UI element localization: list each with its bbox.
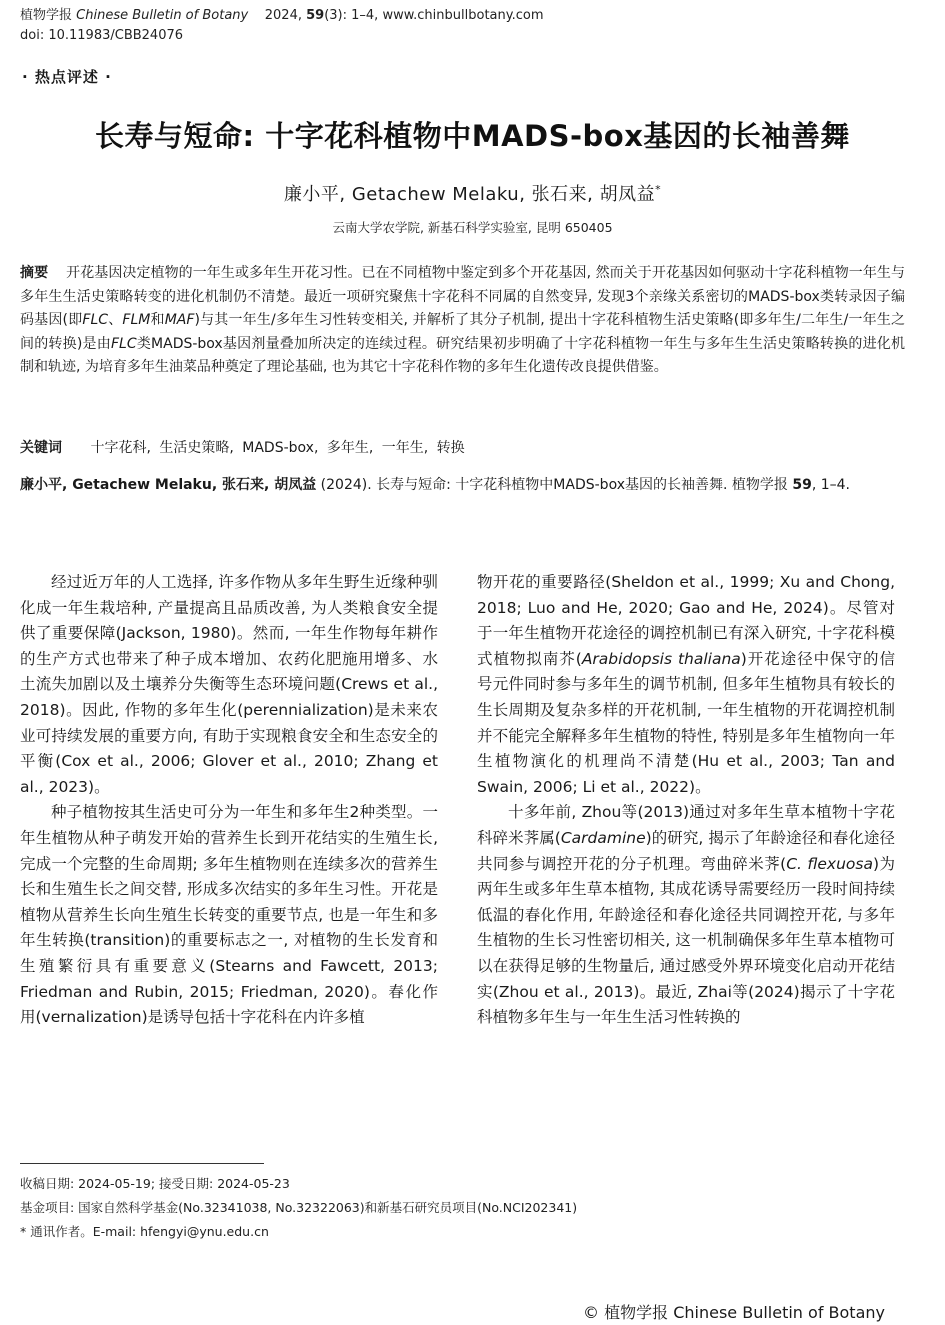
journal-name-cn: 植物学报 — [20, 8, 73, 23]
abstract-sep-2: 和 — [150, 312, 165, 328]
citation-authors: 廉小平, Getachew Melaku, 张石来, 胡凤益 — [20, 477, 317, 493]
abstract-text-1: 开花基因决定植物的一年生或多年生开花习性。已在不同植物中鉴定到多个开花基因, 然而关于开花基因如何驱动十字花科植物一年生与多年生生活史策略转变的进化机制仍不清楚。最近一项研究聚焦十字花科不同属的自然变异, 发现3个亲缘关系密切的MADS-box类转录因子编码基因(即 — [20, 265, 905, 328]
journal-header — [20, 6, 544, 46]
keywords — [20, 437, 905, 459]
footnotes — [20, 1172, 577, 1244]
abstract-text-2: )与其一年生/多年生习性转变相关, 并解析了其分子机制, 提出十字花科植物生活史策略(即多年生/二年生/一年生之间的转换)是由 — [20, 312, 906, 352]
keyword: 多年生, — [326, 440, 374, 456]
journal-issue-pages: (3): 1–4, — [324, 8, 379, 23]
corresponding-mark: * — [655, 183, 662, 196]
funding: 基金项目: 国家自然科学基金(No.32341038, No.32322063)和新基石研究员项目(No.NCI202341) — [20, 1200, 578, 1215]
abstract-text-3: 类MADS-box基因剂量叠加所决定的连续过程。研究结果初步明确了十字花科植物一年生与多年生生活史策略转换的进化机制和轨迹, 为培育多年生油菜品种奠定了理论基础, 也为其它十字花科作物的多年生化遗传改良提供借鉴。 — [20, 335, 905, 375]
section-tag: · 热点评述 · — [22, 68, 112, 86]
keyword: 转换 — [436, 440, 465, 456]
keywords-label: 关键词 — [20, 440, 62, 456]
body-text: 十多年前, Zhou等(2013)通过对多年生草本植物十字花科碎米荠属( — [477, 803, 895, 847]
affiliation: 云南大学农学院, 新基石科学实验室, 昆明 650405 — [332, 220, 613, 235]
keyword: 生活史策略, — [159, 440, 234, 456]
genus-name: Cardamine — [560, 828, 646, 847]
body-text: )的研究, 揭示了年龄途径和春化途径共同参与调控开花的分子机理。弯曲碎米荠( — [477, 828, 895, 873]
citation-pages: , 1–4. — [811, 477, 850, 493]
corresponding-author[interactable]: * 通讯作者。E-mail: hfengyi@ynu.edu.cn — [20, 1224, 269, 1239]
abstract-sep-1: 、 — [108, 312, 123, 328]
abstract — [20, 262, 905, 380]
body-paragraph: 种子植物按其生活史可分为一年生和多年生2种类型。一年生植物从种子萌发开始的营养生长到开花结实的生殖生长, 完成一个完整的生命周期; 多年生植物则在连续多次的营养生长和生殖生长之间交替, 形成多次结实的多年生习性。开花是植物从营养生长向生殖生长转变的重要节点, 也是一年生和多年生转换(transition)的重要标志之一, 对植物的生长发育和生殖繁衍具有重要意义(Stearns and Fawcett, 2013; Friedman and Rubin, 2015; Friedman, 2020)。春化作用(vernalization)是诱导包括十字花科在内许多植 — [20, 803, 438, 1027]
journal-year: 2024, — [264, 8, 302, 23]
body-column-left — [20, 570, 438, 1031]
body-text: )开花途径中保守的信号元件同时参与多年生的调节机制, 但多年生植物具有较长的生长周期及复杂多样的开花机制, 一年生植物的开花调控机制并不能完全解释多年生植物的特性, 特别是多年生植物向一年生植物演化的机理尚不清楚(Hu et al., 2003; Tan and Swain, 2006; Li et al., 2022)。 — [477, 649, 895, 796]
footnote-divider — [20, 1163, 264, 1164]
journal-name-en: Chinese Bulletin of Botany — [76, 8, 249, 23]
body-text: 物开花的重要路径(Sheldon et al., 1999; Xu and Chong, 2018; Luo and He, 2020; Gao and He, 2024)。尽管对于一年生植物开花途径的调控机制已有深入研究, 十字花科模式植物拟南芥( — [477, 573, 895, 668]
body-paragraph — [477, 800, 895, 1030]
keyword: 十字花科, — [90, 440, 151, 456]
gene-flm: FLM — [122, 312, 151, 328]
gene-flc-2: FLC — [110, 335, 137, 352]
citation — [20, 473, 905, 498]
body-text: )为两年生或多年生草本植物, 其成花诱导需要经历一段时间持续低温的春化作用, 年龄途径和春化途径共同调控开花, 与多年生植物的生长习性密切相关, 这一机制确保多年生草本植物可以在获得足够的生物量后, 通过感受外界环境变化启动开花结实(Zhou et al., 2013)。最近, Zhai等(2024)揭示了十字花科植物多年生与一年生生活习性转换的 — [477, 854, 895, 1027]
gene-maf: MAF — [164, 312, 195, 328]
abstract-label: 摘要 — [20, 265, 49, 281]
gene-flc: FLC — [82, 312, 109, 328]
keyword: 一年生, — [381, 440, 429, 456]
citation-text: (2024). 长寿与短命: 十字花科植物中MADS-box基因的长袖善舞. 植物学报 — [316, 477, 793, 493]
species-name: C. flexuosa — [786, 854, 873, 873]
citation-volume: 59 — [792, 477, 812, 493]
body-paragraph: 经过近万年的人工选择, 许多作物从多年生野生近缘种驯化成一年生栽培种, 产量提高且品质改善, 为人类粮食安全提供了重要保障(Jackson, 1980)。然而, 一年生作物每年耕作的生产方式也带来了种子成本增加、农药化肥施用增多、水土流失加剧以及土壤养分失衡等生态环境问题(Crews et al., 2018)。因此, 作物的多年生化(perennialization)是未来农业可持续发展的重要方向, 有助于实现粮食安全和生态安全的平衡(Cox et al., 2006; Glover et al., 2010; Zhang et al., 2023)。 — [20, 573, 438, 796]
author-list — [0, 180, 945, 206]
body-paragraph-continued — [477, 570, 895, 800]
keyword: MADS-box, — [242, 440, 319, 456]
journal-url[interactable]: www.chinbullbotany.com — [382, 8, 544, 23]
article-title: 长寿与短命: 十字花科植物中MADS-box基因的长袖善舞 — [95, 119, 850, 153]
body-column-right — [477, 570, 895, 1031]
authors-text: 廉小平, Getachew Melaku, 张石来, 胡凤益 — [283, 184, 656, 205]
doi[interactable]: doi: 10.11983/CBB24076 — [20, 28, 184, 43]
journal-volume: 59 — [306, 8, 325, 23]
species-name: Arabidopsis thaliana — [581, 649, 741, 668]
received-dates: 收稿日期: 2024-05-19; 接受日期: 2024-05-23 — [20, 1176, 290, 1191]
copyright-footer: © 植物学报 Chinese Bulletin of Botany — [583, 1303, 885, 1322]
journal-info-line — [20, 6, 544, 26]
